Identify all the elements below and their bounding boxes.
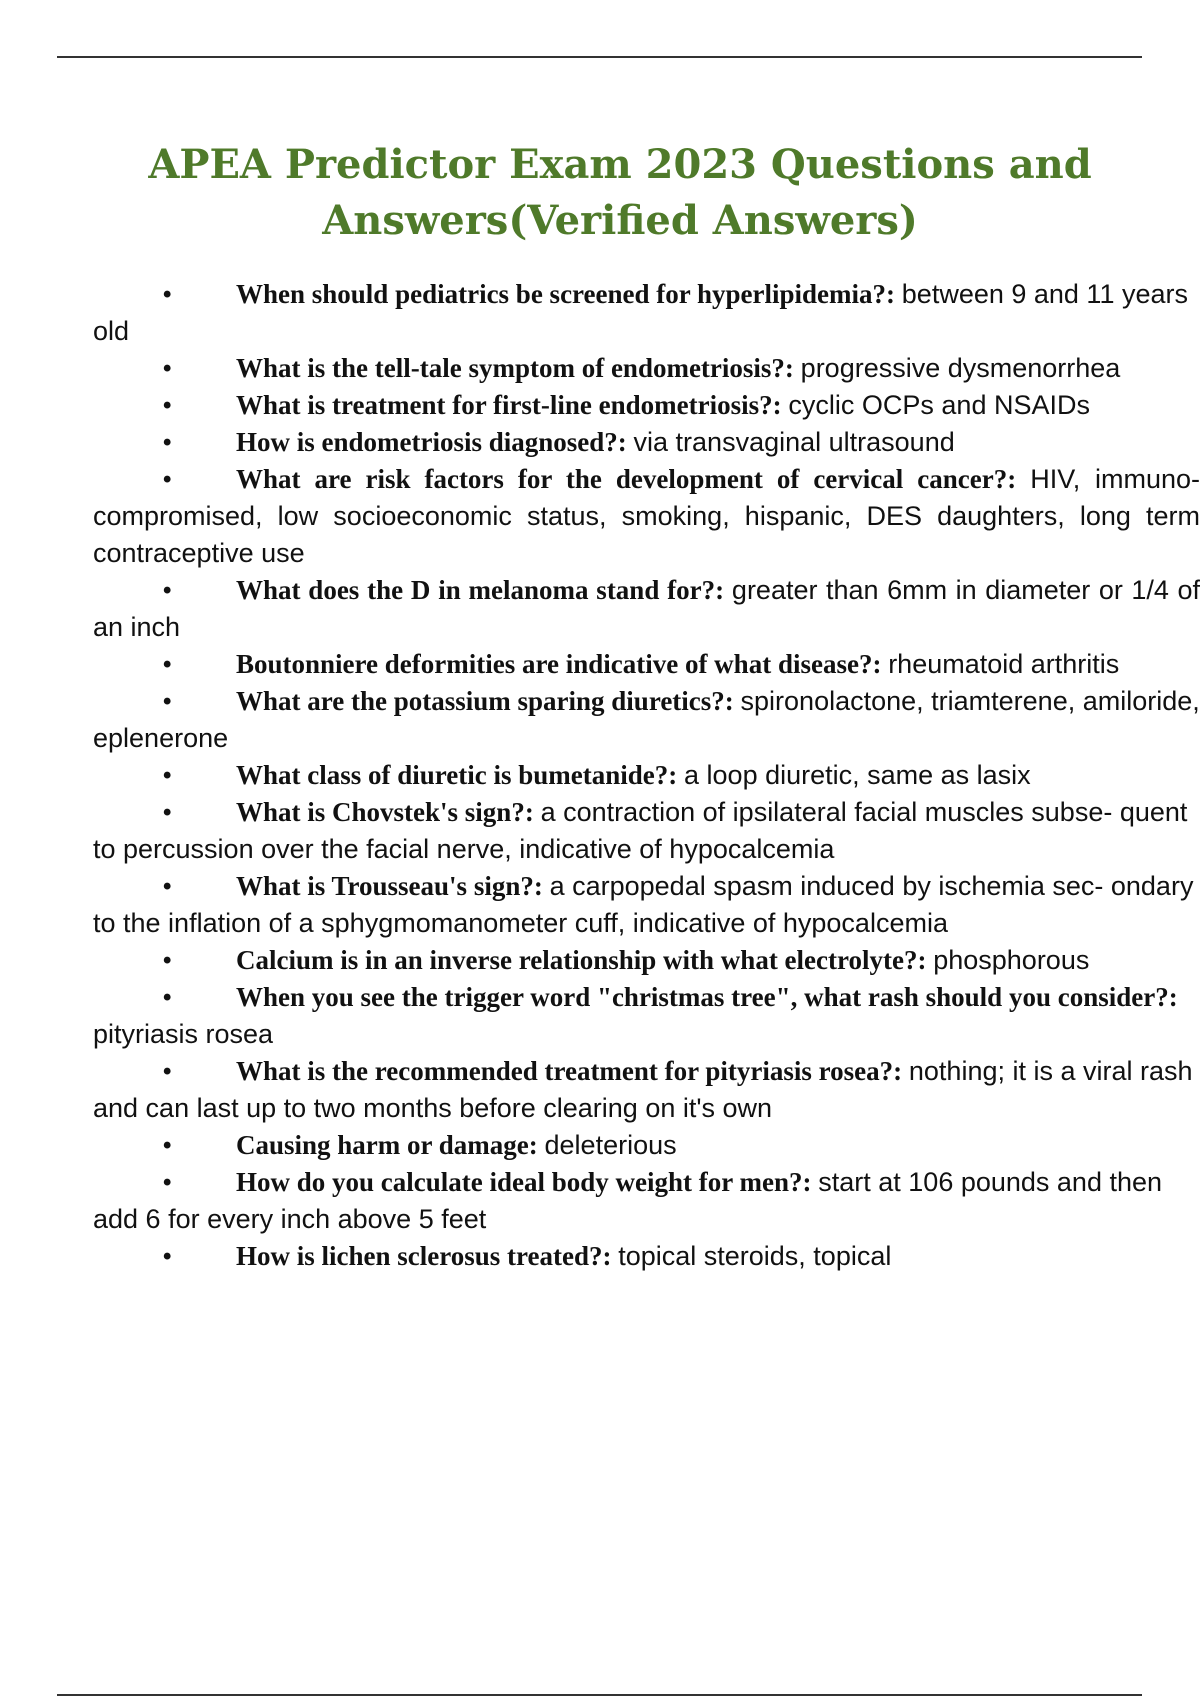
- question-text: What is treatment for first-line endometriosis?:: [236, 390, 782, 420]
- qa-item: [93, 683, 1200, 757]
- qa-item: [93, 942, 1200, 979]
- answer-text: spironolactone, triamterene, amiloride, eplenerone: [93, 686, 1200, 753]
- question-text: How is endometriosis diagnosed?:: [236, 427, 627, 457]
- question-text: How is lichen sclerosus treated?:: [236, 1241, 612, 1271]
- answer-text: a carpopedal spasm induced by ischemia sec- ondary to the inflation of a sphygmomanometer cuff, indicative of hypocalcemia: [93, 871, 1194, 938]
- answer-text: progressive dysmenorrhea: [800, 353, 1121, 383]
- question-text: Causing harm or damage:: [236, 1130, 538, 1160]
- qa-item: [93, 1127, 1200, 1164]
- bullet-icon: •: [163, 651, 172, 678]
- answer-text: via transvaginal ultrasound: [633, 427, 955, 457]
- bullet-icon: •: [163, 392, 172, 419]
- question-text: When you see the trigger word "christmas tree", what rash should you consider?:: [236, 982, 1178, 1012]
- bullet-icon: •: [163, 1058, 172, 1085]
- document-title: APEA Predictor Exam 2023 Questions and Answers(Verified Answers): [148, 140, 1092, 244]
- qa-item: [93, 461, 1200, 572]
- question-text: What does the D in melanoma stand for?:: [236, 575, 725, 605]
- qa-item: [93, 1164, 1200, 1238]
- qa-item: [93, 1238, 1200, 1275]
- qa-item: [93, 424, 1200, 461]
- bullet-icon: •: [163, 1132, 172, 1159]
- qa-item: [93, 276, 1200, 350]
- question-text: Calcium is in an inverse relationship with what electrolyte?:: [236, 945, 927, 975]
- qa-item: [93, 350, 1200, 387]
- bullet-icon: •: [163, 577, 172, 604]
- bullet-icon: •: [163, 984, 172, 1011]
- qa-list: [93, 276, 1200, 1275]
- bullet-icon: •: [163, 1243, 172, 1270]
- qa-item: [93, 757, 1200, 794]
- answer-text: topical steroids, topical: [618, 1241, 892, 1271]
- question-text: What are the potassium sparing diuretics?:: [236, 686, 734, 716]
- answer-text: a contraction of ipsilateral facial muscles subse- quent to percussion over the facial nerve, indicative of hypocalcemia: [93, 797, 1188, 864]
- answer-text: nothing; it is a viral rash and can last up to two months before clearing on it's own: [93, 1056, 1193, 1123]
- answer-text: HIV, immuno- compromised, low socioeconomic status, smoking, hispanic, DES daughters, long term contraceptive use: [93, 464, 1200, 568]
- bullet-icon: •: [163, 466, 172, 493]
- answer-text: a loop diuretic, same as lasix: [684, 760, 1031, 790]
- top-rule: [57, 56, 1142, 58]
- bullet-icon: •: [163, 688, 172, 715]
- answer-text: phosphorous: [933, 945, 1090, 975]
- bullet-icon: •: [163, 429, 172, 456]
- question-text: Boutonniere deformities are indicative of what disease?:: [236, 649, 882, 679]
- question-text: What is the recommended treatment for pityriasis rosea?:: [236, 1056, 903, 1086]
- qa-item: [93, 794, 1200, 868]
- question-text: How do you calculate ideal body weight for men?:: [236, 1167, 812, 1197]
- bullet-icon: •: [163, 281, 172, 308]
- qa-item: [93, 387, 1200, 424]
- qa-item: [93, 646, 1200, 683]
- bullet-icon: •: [163, 799, 172, 826]
- bullet-icon: •: [163, 355, 172, 382]
- bullet-icon: •: [163, 947, 172, 974]
- answer-text: cyclic OCPs and NSAIDs: [788, 390, 1090, 420]
- qa-item: [93, 572, 1200, 646]
- bullet-icon: •: [163, 873, 172, 900]
- question-text: What is Trousseau's sign?:: [236, 871, 543, 901]
- bullet-icon: •: [163, 1169, 172, 1196]
- question-text: What class of diuretic is bumetanide?:: [236, 760, 678, 790]
- answer-text: rheumatoid arthritis: [888, 649, 1120, 679]
- answer-text: between 9 and 11 years old: [93, 279, 1188, 346]
- bottom-rule: [57, 1694, 1142, 1696]
- question-text: What is the tell-tale symptom of endometriosis?:: [236, 353, 794, 383]
- qa-item: [93, 979, 1200, 1053]
- answer-text: pityriasis rosea: [93, 1019, 274, 1049]
- answer-text: greater than 6mm in diameter or 1/4 of an inch: [93, 575, 1200, 642]
- question-text: What are risk factors for the development of cervical cancer?:: [236, 464, 1017, 494]
- qa-item: [93, 868, 1200, 942]
- answer-text: deleterious: [544, 1130, 677, 1160]
- answer-text: start at 106 pounds and then add 6 for every inch above 5 feet: [93, 1167, 1163, 1234]
- question-text: When should pediatrics be screened for hyperlipidemia?:: [236, 279, 896, 309]
- question-text: What is Chovstek's sign?:: [236, 797, 534, 827]
- qa-item: [93, 1053, 1200, 1127]
- bullet-icon: •: [163, 762, 172, 789]
